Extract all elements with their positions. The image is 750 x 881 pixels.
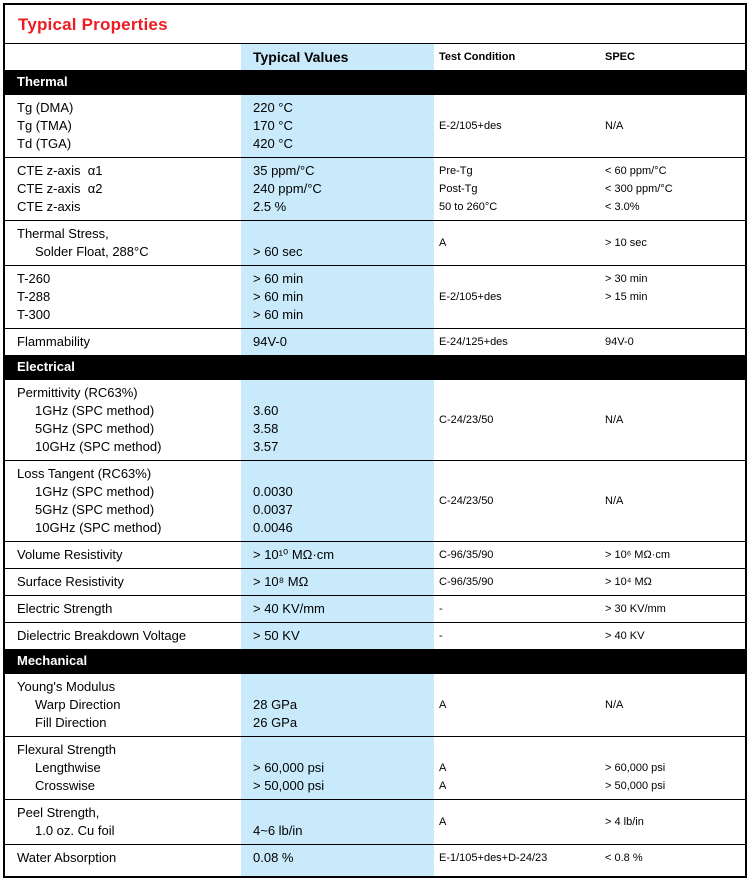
cell-line: E-2/105+des	[439, 291, 502, 303]
spec-cell	[601, 569, 745, 595]
cell-line: Surface Resistivity	[17, 574, 124, 589]
cell-line: > 50,000 psi	[253, 778, 325, 793]
cell-line: > 60 min	[253, 289, 304, 304]
cell-line	[253, 804, 434, 822]
test-condition-cell	[434, 800, 601, 844]
cell-line	[253, 741, 434, 759]
section-header-electrical: Electrical	[5, 355, 745, 379]
property-cell	[5, 266, 241, 328]
cell-line: > 10⁶ MΩ·cm	[605, 549, 671, 561]
test-condition-cell	[434, 542, 601, 568]
cell-line: > 50,000 psi	[605, 780, 666, 792]
cell-line: CTE z-axis α2	[17, 181, 103, 196]
cell-line: 35 ppm/°C	[253, 163, 315, 178]
cell-line: > 10 sec	[605, 237, 647, 249]
col-header-spec: SPEC	[605, 51, 635, 63]
cell-line	[439, 741, 601, 759]
cell-line: C-24/23/50	[439, 414, 494, 426]
typical-value-cell	[241, 461, 434, 541]
property-cell	[5, 158, 241, 220]
cell-line: > 10⁴ MΩ	[605, 576, 652, 588]
cell-line: 0.0046	[253, 520, 293, 535]
cell-line	[253, 384, 434, 402]
cell-line: 50 to 260°C	[439, 201, 498, 213]
col-header-typical-values: Typical Values	[241, 44, 434, 70]
cell-line: 220 °C	[253, 100, 293, 115]
cell-line: C-96/35/90	[439, 549, 494, 561]
test-condition-cell	[434, 95, 601, 157]
table-row	[5, 541, 745, 568]
typical-value-cell	[241, 674, 434, 736]
spec-cell	[601, 845, 745, 876]
spec-cell	[601, 737, 745, 799]
test-condition-cell	[434, 266, 601, 328]
cell-line: 26 GPa	[253, 715, 298, 730]
spec-cell	[601, 221, 745, 265]
cell-line: 94V-0	[605, 336, 634, 348]
cell-line: 28 GPa	[253, 697, 298, 712]
cell-line: 94V-0	[253, 334, 287, 349]
cell-line: 1GHz (SPC method)	[35, 403, 155, 418]
spec-cell	[601, 266, 745, 328]
cell-line: 420 °C	[253, 136, 293, 151]
property-cell	[5, 221, 241, 265]
property-cell	[5, 95, 241, 157]
cell-line: N/A	[605, 414, 624, 426]
cell-line: 0.0037	[253, 502, 293, 517]
cell-line: CTE z-axis α1	[17, 163, 103, 178]
cell-line: > 4 lb/in	[605, 816, 644, 828]
spec-cell	[601, 158, 745, 220]
table-row	[5, 265, 745, 328]
test-condition-cell	[434, 329, 601, 355]
typical-value-cell	[241, 800, 434, 844]
cell-line: -	[439, 603, 443, 615]
table-row	[5, 673, 745, 736]
typical-value-cell	[241, 221, 434, 265]
property-cell	[5, 329, 241, 355]
cell-line: Tg (DMA)	[17, 100, 74, 115]
test-condition-cell	[434, 158, 601, 220]
cell-line: Loss Tangent (RC63%)	[17, 466, 152, 481]
column-header-row	[5, 44, 745, 70]
test-condition-cell	[434, 674, 601, 736]
spec-cell	[601, 380, 745, 460]
spec-cell	[601, 800, 745, 844]
cell-line: Warp Direction	[35, 697, 121, 712]
cell-line: A	[439, 816, 447, 828]
cell-line: 1GHz (SPC method)	[35, 484, 155, 499]
section-header-mechanical: Mechanical	[5, 649, 745, 673]
cell-line: N/A	[605, 699, 624, 711]
cell-line: 2.5 %	[253, 199, 287, 214]
cell-line: > 60,000 psi	[253, 760, 325, 775]
table-row	[5, 328, 745, 355]
cell-line: E-2/105+des	[439, 120, 502, 132]
cell-line: 0.0030	[253, 484, 293, 499]
cell-line: < 3.0%	[605, 201, 640, 213]
test-condition-cell	[434, 461, 601, 541]
typical-value-cell	[241, 380, 434, 460]
spec-cell	[601, 623, 745, 649]
cell-line: 10GHz (SPC method)	[35, 520, 162, 535]
cell-line: Young's Modulus	[17, 679, 116, 694]
typical-value-cell	[241, 596, 434, 622]
cell-line: 5GHz (SPC method)	[35, 421, 155, 436]
cell-line: Flexural Strength	[17, 742, 116, 757]
property-cell	[5, 596, 241, 622]
table-row	[5, 568, 745, 595]
cell-line: > 15 min	[605, 291, 648, 303]
cell-line: E-1/105+des+D-24/23	[439, 852, 548, 864]
cell-line: 10GHz (SPC method)	[35, 439, 162, 454]
section-header-thermal: Thermal	[5, 70, 745, 94]
cell-line: A	[439, 780, 447, 792]
table-row	[5, 736, 745, 799]
spec-cell	[601, 596, 745, 622]
cell-line: Peel Strength,	[17, 805, 100, 820]
cell-line: C-96/35/90	[439, 576, 494, 588]
cell-line: A	[439, 699, 447, 711]
cell-line: < 300 ppm/°C	[605, 183, 673, 195]
cell-line: > 10⁸ MΩ	[253, 574, 309, 589]
cell-line: > 30 min	[605, 273, 648, 285]
cell-line: Thermal Stress,	[17, 226, 109, 241]
cell-line: A	[439, 237, 447, 249]
cell-line	[605, 741, 745, 759]
cell-line: Electric Strength	[17, 601, 113, 616]
typical-value-cell	[241, 737, 434, 799]
property-cell	[5, 380, 241, 460]
col-header-property	[5, 44, 241, 70]
cell-line: T-288	[17, 289, 51, 304]
cell-line: 4~6 lb/in	[253, 823, 303, 838]
cell-line: 240 ppm/°C	[253, 181, 322, 196]
cell-line: Td (TGA)	[17, 136, 72, 151]
property-cell	[5, 674, 241, 736]
cell-line: Pre-Tg	[439, 165, 473, 177]
cell-line: > 60,000 psi	[605, 762, 666, 774]
cell-line: 170 °C	[253, 118, 293, 133]
cell-line: N/A	[605, 120, 624, 132]
cell-line: 3.60	[253, 403, 279, 418]
typical-value-cell	[241, 623, 434, 649]
cell-line: Dielectric Breakdown Voltage	[17, 628, 187, 643]
cell-line: Crosswise	[35, 778, 95, 793]
typical-value-cell	[241, 845, 434, 876]
cell-line: Flammability	[17, 334, 90, 349]
datasheet-table	[3, 3, 747, 878]
cell-line: Permittivity (RC63%)	[17, 385, 138, 400]
table-row	[5, 622, 745, 649]
cell-line: 0.08 %	[253, 850, 294, 865]
cell-line: T-260	[17, 271, 51, 286]
typical-value-cell	[241, 329, 434, 355]
cell-line: 5GHz (SPC method)	[35, 502, 155, 517]
cell-line	[253, 678, 434, 696]
properties-table-body	[5, 70, 745, 876]
cell-line: > 40 KV	[605, 630, 645, 642]
table-row	[5, 157, 745, 220]
table-row	[5, 220, 745, 265]
test-condition-cell	[434, 845, 601, 876]
cell-line: > 60 sec	[253, 244, 303, 259]
cell-line: > 10¹⁰ MΩ·cm	[253, 547, 335, 562]
typical-value-cell	[241, 542, 434, 568]
typical-value-cell	[241, 95, 434, 157]
cell-line: Lengthwise	[35, 760, 101, 775]
spec-cell	[601, 542, 745, 568]
table-row	[5, 379, 745, 460]
typical-value-cell	[241, 158, 434, 220]
test-condition-cell	[434, 380, 601, 460]
cell-line: Tg (TMA)	[17, 118, 72, 133]
cell-line: CTE z-axis	[17, 199, 81, 214]
cell-line: Solder Float, 288°C	[35, 244, 149, 259]
test-condition-cell	[434, 737, 601, 799]
property-cell	[5, 623, 241, 649]
cell-line: -	[439, 630, 443, 642]
typical-value-cell	[241, 569, 434, 595]
cell-line: 3.57	[253, 439, 279, 454]
page-title: Typical Properties	[5, 5, 745, 44]
cell-line: > 50 KV	[253, 628, 300, 643]
cell-line: > 60 min	[253, 307, 304, 322]
cell-line: < 0.8 %	[605, 852, 643, 864]
cell-line: E-24/125+des	[439, 336, 508, 348]
cell-line: Post-Tg	[439, 183, 478, 195]
cell-line: C-24/23/50	[439, 495, 494, 507]
cell-line: 1.0 oz. Cu foil	[35, 823, 115, 838]
cell-line: T-300	[17, 307, 51, 322]
cell-line: > 30 KV/mm	[605, 603, 666, 615]
table-row	[5, 844, 745, 876]
test-condition-cell	[434, 623, 601, 649]
cell-line: N/A	[605, 495, 624, 507]
table-row	[5, 595, 745, 622]
cell-line: < 60 ppm/°C	[605, 165, 667, 177]
table-row	[5, 799, 745, 844]
cell-line	[253, 465, 434, 483]
col-header-test-condition: Test Condition	[439, 51, 516, 63]
table-row	[5, 460, 745, 541]
cell-line	[253, 225, 434, 243]
cell-line: A	[439, 762, 447, 774]
cell-line: > 40 KV/mm	[253, 601, 325, 616]
cell-line: 3.58	[253, 421, 279, 436]
test-condition-cell	[434, 596, 601, 622]
cell-line: > 60 min	[253, 271, 304, 286]
spec-cell	[601, 95, 745, 157]
spec-cell	[601, 674, 745, 736]
property-cell	[5, 461, 241, 541]
cell-line: Volume Resistivity	[17, 547, 123, 562]
spec-cell	[601, 329, 745, 355]
spec-cell	[601, 461, 745, 541]
property-cell	[5, 845, 241, 876]
test-condition-cell	[434, 221, 601, 265]
cell-line: Fill Direction	[35, 715, 107, 730]
property-cell	[5, 737, 241, 799]
typical-value-cell	[241, 266, 434, 328]
property-cell	[5, 542, 241, 568]
test-condition-cell	[434, 569, 601, 595]
table-row	[5, 94, 745, 157]
property-cell	[5, 800, 241, 844]
cell-line: Water Absorption	[17, 850, 117, 865]
property-cell	[5, 569, 241, 595]
